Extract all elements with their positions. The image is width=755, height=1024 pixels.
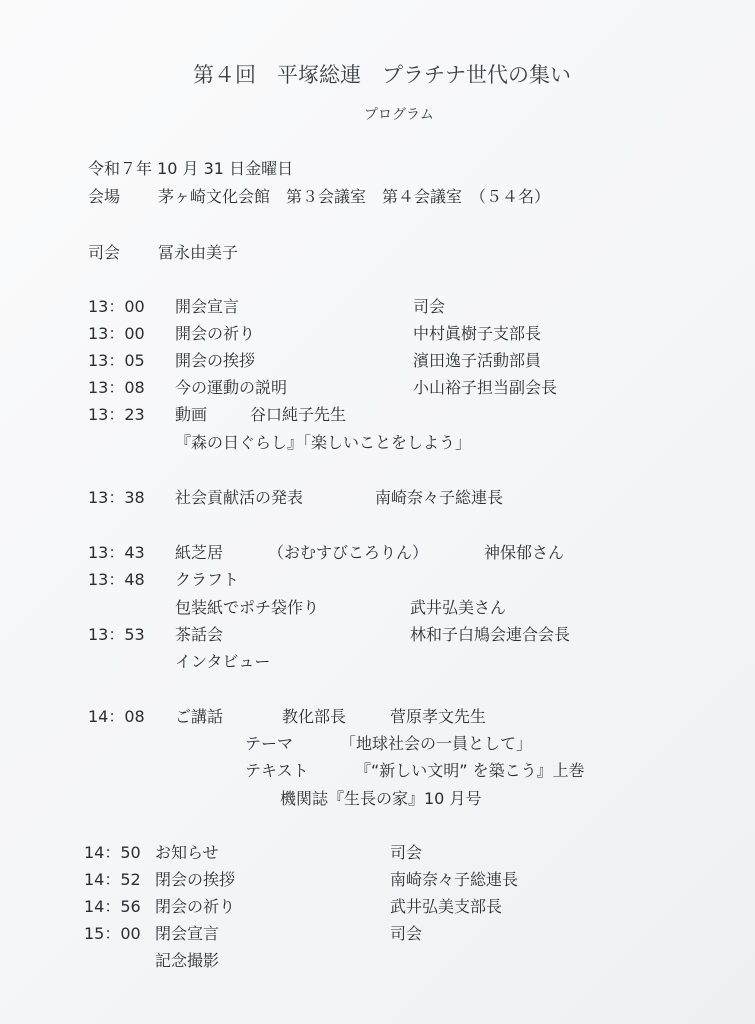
program-time: 15：00: [84, 924, 141, 943]
program-time: 14：56: [84, 897, 141, 916]
text-title: 『“新しい文明” を築こう』上巻: [355, 761, 585, 780]
program-item: 社会貢献活の発表: [175, 488, 304, 507]
program-time: 13：08: [88, 378, 145, 397]
program-person: 神保郁さん: [484, 543, 565, 562]
program-item: 閉会の挨拶: [155, 870, 236, 889]
program-subitem: 記念撮影: [155, 951, 220, 970]
program-person: 南崎奈々子総連長: [390, 870, 519, 889]
program-person: 林和子白鳩会連合会長: [410, 625, 571, 644]
program-subitem: インタビュー: [175, 652, 271, 671]
program-time: 14：50: [84, 843, 141, 862]
program-time: 13：48: [88, 570, 145, 589]
program-item: 動画: [175, 405, 208, 424]
program-item: 閉会宣言: [155, 924, 220, 943]
program-person: 司会: [413, 297, 446, 316]
program-item: 今の運動の説明: [175, 378, 288, 397]
program-note: 『森の日ぐらし』「楽しいことをしよう」: [175, 433, 472, 452]
program-time: 14：08: [88, 707, 145, 726]
program-time: 13：05: [88, 351, 145, 370]
program-item: クラフト: [175, 570, 240, 589]
program-person: 菅原孝文先生: [390, 707, 487, 726]
program-item: 開会の祈り: [175, 324, 256, 343]
program-note: （おむすびころりん）: [268, 543, 429, 562]
event-date: 令和７年 10 月 31 日金曜日: [88, 159, 294, 178]
program-item: 茶話会: [175, 625, 224, 644]
program-person: 司会: [390, 843, 423, 862]
program-time: 14：52: [84, 870, 141, 889]
program-item: 紙芝居: [175, 543, 224, 562]
text-label: テキスト: [245, 761, 309, 780]
program-item: お知らせ: [155, 843, 219, 862]
document-title: 第４回 平塚総連 プラチナ世代の集い: [193, 63, 571, 87]
mc-name: 冨永由美子: [158, 243, 239, 262]
venue-text: 茅ヶ崎文化会館 第３会議室 第４会議室 （５４名）: [158, 187, 551, 206]
program-person: 小山裕子担当副会長: [413, 378, 558, 397]
program-item: 閉会の祈り: [155, 897, 236, 916]
program-time: 13：23: [88, 405, 145, 424]
program-person: 中村眞樹子支部長: [413, 324, 542, 343]
theme-label: テーマ: [245, 734, 294, 753]
mc-label: 司会: [88, 243, 121, 262]
program-time: 13：00: [88, 324, 145, 343]
venue-label: 会場: [88, 187, 121, 206]
magazine-reference: 機関誌『生長の家』10 月号: [280, 789, 482, 808]
program-subitem: 包装紙でポチ袋作り: [175, 598, 320, 617]
program-person: 谷口純子先生: [250, 405, 347, 424]
program-person: 南崎奈々子総連長: [375, 488, 504, 507]
program-time: 13：53: [88, 625, 145, 644]
theme-text: 「地球社会の一員として」: [340, 734, 533, 753]
program-role: 教化部長: [282, 707, 347, 726]
program-person: 武井弘美さん: [410, 598, 507, 617]
program-item: 開会の挨拶: [175, 351, 256, 370]
program-time: 13：38: [88, 488, 145, 507]
program-person: 濱田逸子活動部員: [413, 351, 542, 370]
program-time: 13：43: [88, 543, 145, 562]
program-item: ご講話: [175, 707, 224, 726]
document-subtitle: プログラム: [364, 107, 434, 123]
program-person: 司会: [390, 924, 423, 943]
program-person: 武井弘美支部長: [390, 897, 503, 916]
program-item: 開会宣言: [175, 297, 240, 316]
program-time: 13：00: [88, 297, 145, 316]
